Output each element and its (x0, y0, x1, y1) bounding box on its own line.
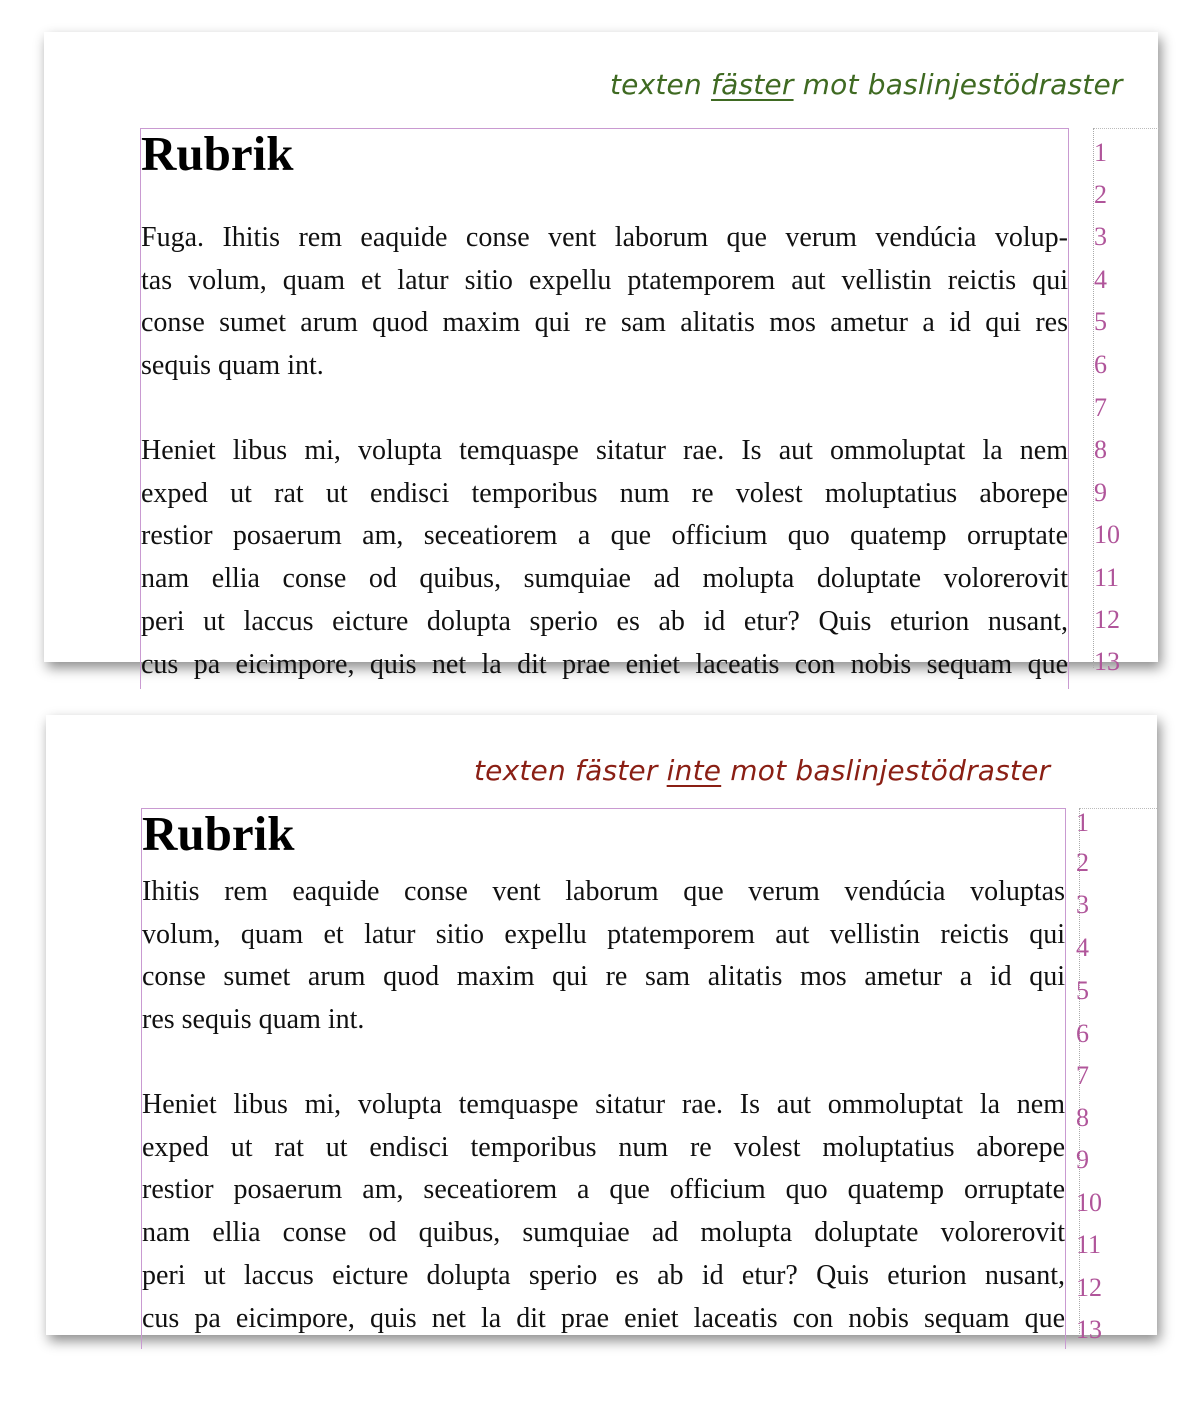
text-line: res sequis quam int. (142, 1004, 365, 1036)
grid-number: 6 (1076, 1019, 1089, 1048)
grid-number: 3 (1094, 222, 1107, 251)
grid-number: 7 (1094, 393, 1107, 422)
caption-text: mot baslinjestödraster (793, 68, 1123, 101)
paragraph-1 (142, 871, 1065, 1042)
grid-number: 2 (1094, 180, 1107, 209)
grid-number: 9 (1094, 478, 1107, 507)
text-line: restior posaerum am, seceatiorem a que officium quo quatemp orruptate (142, 1174, 1065, 1206)
grid-number: 9 (1076, 1145, 1089, 1174)
text-line: cus pa eicimpore, quis net la dit prae eniet laceatis con nobis sequam que (141, 648, 1068, 680)
caption-text: texten fäster (474, 754, 667, 787)
grid-number: 13 (1076, 1315, 1102, 1344)
text-line: Heniet libus mi, volupta temquaspe sitatur rae. Is aut ommoluptat la nem (142, 1089, 1065, 1120)
text-line: exped ut rat ut endisci temporibus num re volest moluptatius aborepe (141, 477, 1068, 509)
grid-number: 1 (1094, 138, 1107, 167)
paragraph-2 (142, 1084, 1065, 1340)
caption-emphasis: inte (666, 754, 722, 787)
grid-number: 8 (1076, 1103, 1089, 1132)
grid-number: 10 (1076, 1188, 1102, 1217)
grid-number: 12 (1076, 1273, 1102, 1302)
baseline-grid-top-rule (1093, 128, 1159, 129)
caption-text: texten (610, 68, 712, 101)
text-line: nam ellia conse od quibus, sumquiae ad molupta doluptate volorerovit (141, 563, 1068, 595)
heading: Rubrik (141, 126, 294, 181)
grid-number: 6 (1094, 350, 1107, 379)
grid-number: 13 (1094, 647, 1120, 676)
grid-number: 5 (1094, 307, 1107, 336)
text-line: restior posaerum am, seceatiorem a que officium quo quatemp orruptate (141, 520, 1068, 552)
caption-unsnapped (474, 754, 1050, 787)
text-line: nam ellia conse od quibus, sumquiae ad molupta doluptate volorerovit (142, 1217, 1065, 1249)
text-line: conse sumet arum quod maxim qui re sam alitatis mos ametur a id qui (142, 961, 1065, 993)
text-line: cus pa eicimpore, quis net la dit prae eniet laceatis con nobis sequam que (142, 1302, 1065, 1334)
text-line: peri ut laccus eicture dolupta sperio es ab id etur? Quis eturion nusant, (141, 605, 1068, 637)
grid-number: 12 (1094, 605, 1120, 634)
text-line: Ihitis rem eaquide conse vent laborum que verum vendúcia voluptas (142, 876, 1065, 907)
text-line: Fuga. Ihitis rem eaquide conse vent laborum que verum vendúcia volup- (141, 222, 1068, 253)
caption-snapped (610, 68, 1123, 101)
text-line: sequis quam int. (141, 350, 324, 382)
grid-number: 3 (1076, 890, 1089, 919)
grid-number: 8 (1094, 435, 1107, 464)
grid-number: 10 (1094, 520, 1120, 549)
text-line: volum, quam et latur sitio expellu ptatemporem aut vellistin reictis qui (142, 918, 1065, 950)
grid-number: 4 (1094, 265, 1107, 294)
caption-text: mot baslinjestödraster (721, 754, 1051, 787)
text-line: conse sumet arum quod maxim qui re sam alitatis mos ametur a id qui res (141, 307, 1068, 339)
grid-number: 5 (1076, 976, 1089, 1005)
grid-number: 11 (1076, 1230, 1102, 1259)
grid-number: 2 (1076, 848, 1089, 877)
heading: Rubrik (142, 806, 295, 861)
baseline-grid-top-rule (1079, 808, 1157, 809)
snapped-example-panel (44, 32, 1158, 680)
unsnapped-example-panel (46, 715, 1157, 1344)
grid-number: 7 (1076, 1061, 1089, 1090)
paragraph-1 (141, 217, 1068, 388)
text-frame[interactable] (140, 128, 1069, 689)
grid-number: 1 (1076, 808, 1089, 837)
caption-emphasis: fäster (711, 68, 794, 101)
grid-number: 4 (1076, 933, 1089, 962)
grid-number: 11 (1094, 563, 1120, 592)
text-line: peri ut laccus eicture dolupta sperio es ab id etur? Quis eturion nusant, (142, 1259, 1065, 1291)
text-line: Heniet libus mi, volupta temquaspe sitatur rae. Is aut ommoluptat la nem (141, 435, 1068, 466)
text-frame[interactable] (141, 808, 1066, 1349)
text-line: tas volum, quam et latur sitio expellu ptatemporem aut vellistin reictis qui (141, 264, 1068, 296)
paragraph-2 (141, 430, 1068, 686)
text-line: exped ut rat ut endisci temporibus num re volest moluptatius aborepe (142, 1131, 1065, 1163)
